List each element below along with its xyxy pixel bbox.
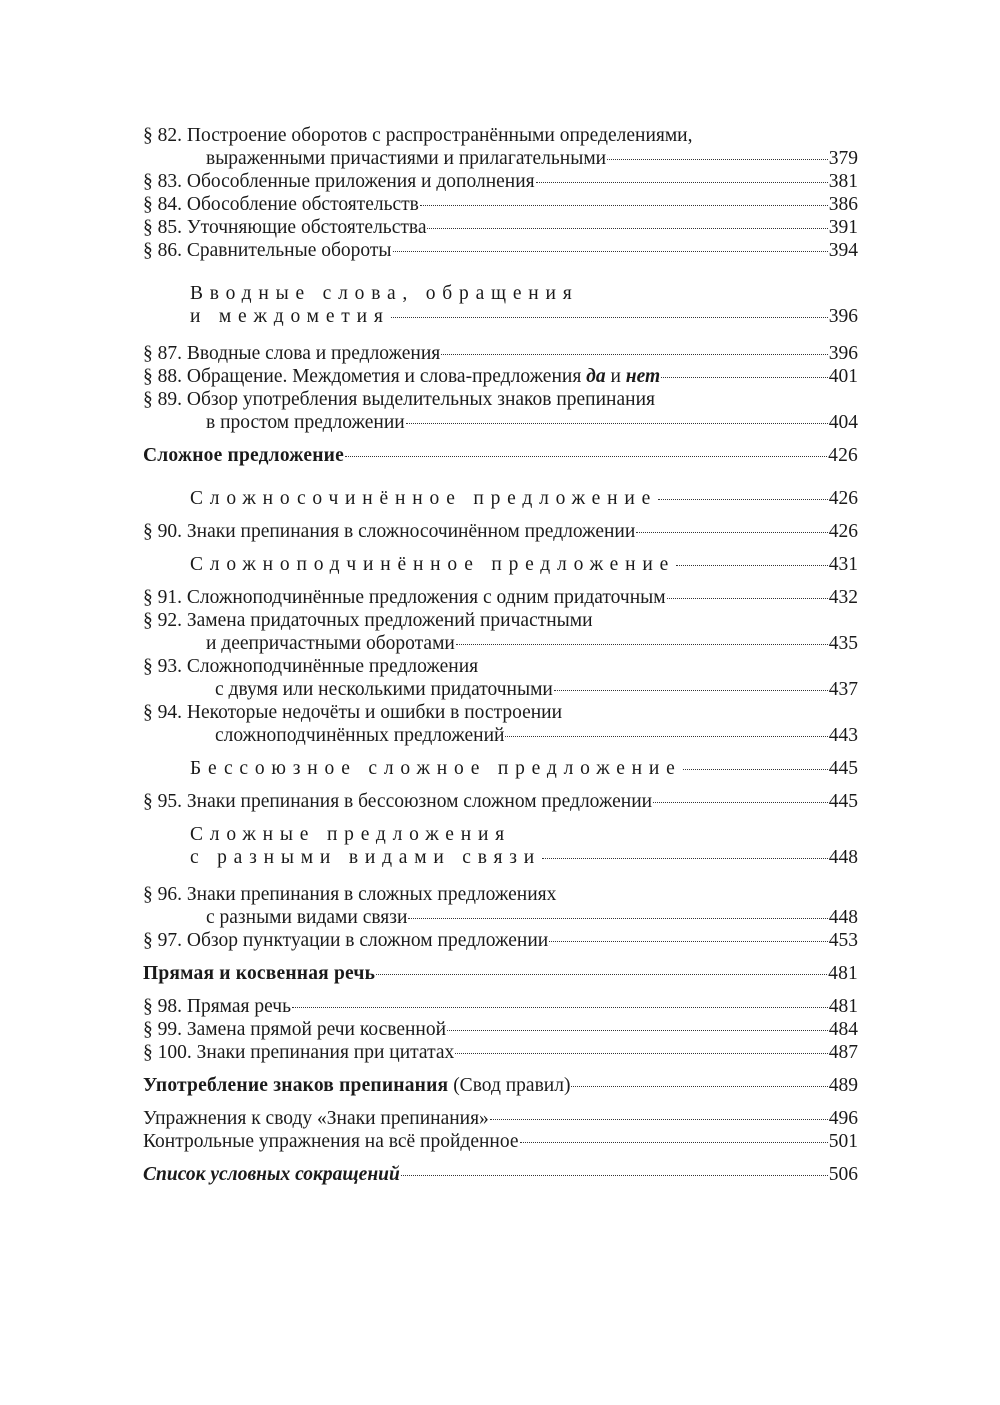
toc-entry-89[interactable] — [143, 388, 858, 434]
page-number: 496 — [828, 1108, 858, 1129]
toc-entry-title: § 99. Замена прямой речи косвенной — [143, 1019, 447, 1040]
page-number: 391 — [828, 217, 858, 238]
toc-subheading-ssp[interactable] — [143, 487, 858, 510]
dot-leader — [554, 690, 828, 691]
dot-leader — [653, 802, 828, 803]
dot-leader — [408, 918, 827, 919]
toc-entry-83[interactable] — [143, 170, 858, 193]
toc-entry-title: § 95. Знаки препинания в бессоюзном сложном предложении — [143, 791, 653, 812]
dot-leader — [505, 736, 827, 737]
emphasis-da: да — [586, 366, 606, 387]
toc-entry-84[interactable] — [143, 193, 858, 216]
dot-leader — [490, 1119, 828, 1120]
page-number: 426 — [828, 488, 858, 509]
dot-leader — [536, 182, 828, 183]
toc-entry-90[interactable] — [143, 520, 858, 543]
toc-section-slozhnoe[interactable] — [143, 444, 858, 467]
toc-entry-title-cont: выраженными причастиями и прилагательными — [206, 148, 607, 169]
page-number: 437 — [828, 679, 858, 700]
toc-entry-94[interactable] — [143, 701, 858, 747]
toc-entry-title: § 96. Знаки препинания в сложных предложениях — [143, 884, 557, 905]
subheading-title-cont: с разными видами связи — [190, 847, 542, 868]
page-number: 401 — [828, 366, 858, 387]
page-number: 448 — [828, 847, 858, 868]
dot-leader — [441, 354, 827, 355]
dot-leader — [571, 1086, 827, 1087]
toc-entry-title: Упражнения к своду «Знаки препинания» — [143, 1108, 489, 1129]
page-number: 435 — [828, 633, 858, 654]
subheading-title: Вводные слова, обращения — [190, 283, 579, 304]
toc-entry-title-cont: и деепричастными оборотами — [206, 633, 455, 654]
page-number: 432 — [828, 587, 858, 608]
toc-entry-95[interactable] — [143, 790, 858, 813]
dot-leader — [391, 317, 828, 318]
toc-entry-exercises-control[interactable] — [143, 1130, 858, 1153]
page-number: 386 — [828, 194, 858, 215]
toc-entry-title-cont: с разными видами связи — [206, 907, 408, 928]
page-number: 487 — [828, 1042, 858, 1063]
page-number: 443 — [828, 725, 858, 746]
dot-leader — [658, 499, 828, 500]
toc-entry-title: § 92. Замена придаточных предложений причастными — [143, 610, 593, 631]
toc-section-pryamaya[interactable] — [143, 962, 858, 985]
toc-entry-title-cont: с двумя или несколькими придаточными — [215, 679, 553, 700]
dot-leader — [676, 565, 828, 566]
page-number: 481 — [828, 963, 858, 984]
page-number: 426 — [828, 521, 858, 542]
subheading-title: Сложносочинённое предложение — [190, 488, 658, 509]
page-number: 448 — [828, 907, 858, 928]
emphasis-net: нет — [625, 366, 661, 387]
toc-entry-100[interactable] — [143, 1041, 858, 1064]
toc-entry-title-cont: в простом предложении — [206, 412, 405, 433]
page-number: 489 — [828, 1075, 858, 1096]
toc-subheading-bsp[interactable] — [143, 757, 858, 780]
toc-entry-title: § 88. Обращение. Междометия и слова-предложения да и нет — [143, 366, 661, 387]
dot-leader — [683, 769, 828, 770]
dot-leader — [393, 251, 828, 252]
toc-subheading-vvodnye[interactable] — [143, 282, 858, 328]
dot-leader — [549, 941, 828, 942]
toc-section-upotreblenie[interactable] — [143, 1074, 858, 1097]
toc-entry-92[interactable] — [143, 609, 858, 655]
dot-leader — [401, 1175, 828, 1176]
toc-entry-88[interactable] — [143, 365, 858, 388]
section-title: Список условных сокращений — [143, 1164, 400, 1185]
page-number: 506 — [828, 1164, 858, 1185]
page-number: 445 — [828, 791, 858, 812]
toc-entry-99[interactable] — [143, 1018, 858, 1041]
dot-leader — [345, 456, 827, 457]
toc-entry-98[interactable] — [143, 995, 858, 1018]
page-number: 404 — [828, 412, 858, 433]
toc-entry-title: § 82. Построение оборотов с распространёнными определениями, — [143, 125, 693, 146]
toc-entry-title: § 87. Вводные слова и предложения — [143, 343, 441, 364]
page-number: 484 — [828, 1019, 858, 1040]
toc-entry-title: § 84. Обособление обстоятельств — [143, 194, 419, 215]
toc-entry-title: § 85. Уточняющие обстоятельства — [143, 217, 427, 238]
dot-leader — [376, 974, 827, 975]
toc-entry-85[interactable] — [143, 216, 858, 239]
toc-subheading-raznye[interactable] — [143, 823, 858, 869]
toc-entry-title: § 93. Сложноподчинённые предложения — [143, 656, 479, 677]
toc-entry-exercises-svod[interactable] — [143, 1107, 858, 1130]
toc-entry-title: § 97. Обзор пунктуации в сложном предложении — [143, 930, 549, 951]
toc-subheading-spp[interactable] — [143, 553, 858, 576]
toc-entry-title: § 91. Сложноподчинённые предложения с одним придаточным — [143, 587, 666, 608]
subheading-title: Сложноподчинённое предложение — [190, 554, 676, 575]
page-number: 379 — [828, 148, 858, 169]
page-number: 396 — [828, 306, 858, 327]
toc-entry-title: § 90. Знаки препинания в сложносочинённом предложении — [143, 521, 636, 542]
toc-entry-86[interactable] — [143, 239, 858, 262]
toc-entry-96[interactable] — [143, 883, 858, 929]
page-number: 453 — [828, 930, 858, 951]
toc-entry-title: § 83. Обособленные приложения и дополнения — [143, 171, 535, 192]
toc-entry-82[interactable] — [143, 124, 858, 170]
toc-section-abbreviations[interactable] — [143, 1163, 858, 1186]
toc-entry-title: § 98. Прямая речь — [143, 996, 292, 1017]
dot-leader — [667, 598, 828, 599]
page-number: 501 — [828, 1131, 858, 1152]
toc-entry-title: § 94. Некоторые недочёты и ошибки в построении — [143, 702, 563, 723]
subheading-title: Бессоюзное сложное предложение — [190, 758, 682, 779]
dot-leader — [636, 532, 827, 533]
toc-entry-title: § 89. Обзор употребления выделительных знаков препинания — [143, 389, 655, 410]
toc-entry-title-cont: сложноподчинённых предложений — [215, 725, 505, 746]
dot-leader — [427, 228, 827, 229]
toc-entry-title: § 100. Знаки препинания при цитатах — [143, 1042, 455, 1063]
toc-entry-title: § 86. Сравнительные обороты — [143, 240, 392, 261]
page-number: 431 — [828, 554, 858, 575]
page-number: 426 — [828, 445, 858, 466]
section-title: Сложное предложение — [143, 445, 344, 466]
dot-leader — [520, 1142, 828, 1143]
toc-entry-87[interactable] — [143, 342, 858, 365]
dot-leader — [607, 159, 828, 160]
dot-leader — [406, 423, 828, 424]
page-number: 481 — [828, 996, 858, 1017]
dot-leader — [455, 1053, 828, 1054]
page-number: 396 — [828, 343, 858, 364]
section-title: Прямая и косвенная речь — [143, 963, 376, 984]
dot-leader — [661, 377, 828, 378]
toc-entry-title: Контрольные упражнения на всё пройденное — [143, 1131, 519, 1152]
toc-entry-97[interactable] — [143, 929, 858, 952]
section-title: Употребление знаков препинания (Свод правил) — [143, 1075, 571, 1096]
toc-entry-91[interactable] — [143, 586, 858, 609]
dot-leader — [542, 858, 828, 859]
toc-entry-93[interactable] — [143, 655, 858, 701]
page-number: 394 — [828, 240, 858, 261]
subheading-title: Сложные предложения — [190, 824, 511, 845]
page-number: 445 — [828, 758, 858, 779]
dot-leader — [447, 1030, 828, 1031]
dot-leader — [456, 644, 828, 645]
subheading-title-cont: и междометия — [190, 306, 390, 327]
dot-leader — [420, 205, 828, 206]
table-of-contents — [143, 124, 858, 1186]
page-number: 381 — [828, 171, 858, 192]
dot-leader — [292, 1007, 828, 1008]
